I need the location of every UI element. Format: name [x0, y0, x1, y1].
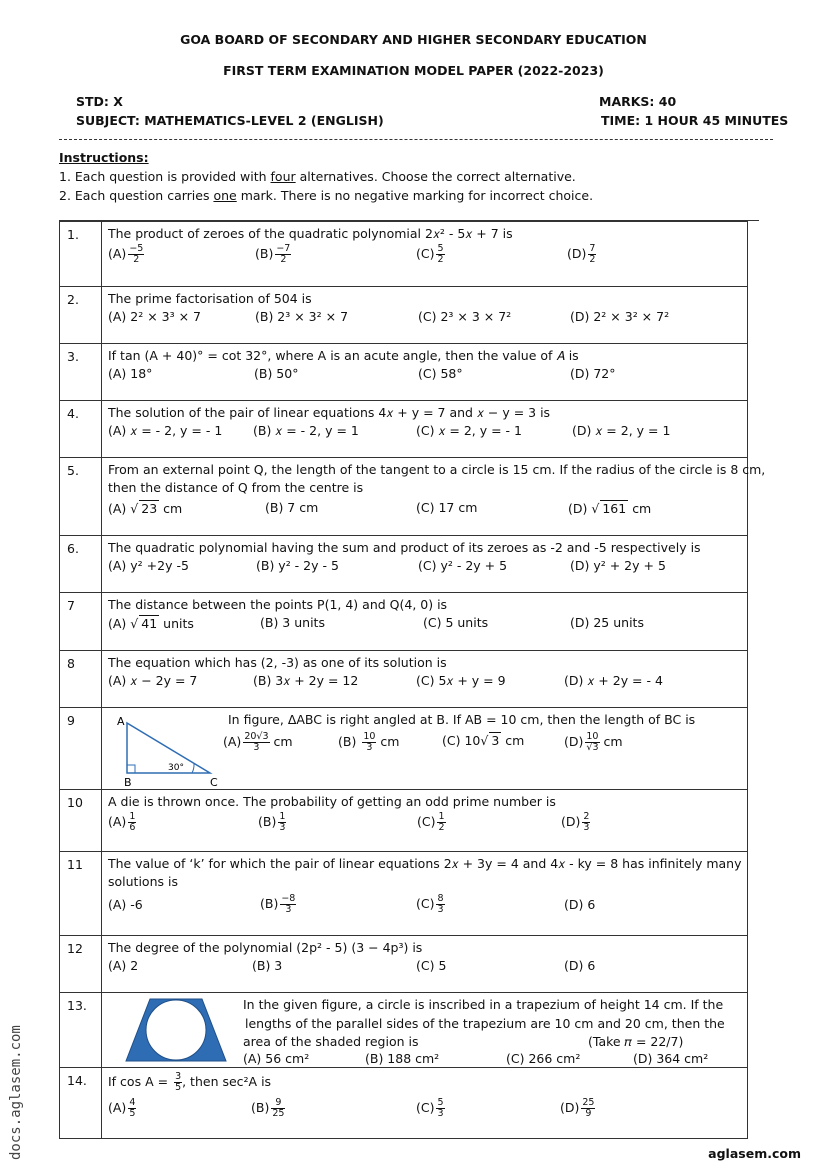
question-body: [102, 222, 748, 287]
exam-title: FIRST TERM EXAMINATION MODEL PAPER (2022-2023): [223, 63, 604, 78]
question-number: 5.: [60, 458, 102, 536]
question-text: The solution of the pair of linear equations 4𝑥 + y = 7 and 𝑥 − y = 3 is: [108, 405, 551, 420]
question-number: 11: [60, 852, 102, 936]
question-text: If cos A = $\frac{3}{5}$ , then sec²A is: [108, 1071, 272, 1093]
option-b: (B) 3𝑥 + 2y = 12: [253, 673, 359, 688]
option-d: (D) $\frac{2}{3}$: [561, 811, 590, 833]
option-c: (C) $\frac{5}{3}$: [416, 1097, 444, 1119]
question-text: The degree of the polynomial (2p² - 5) (3 − 4p³) is: [108, 940, 423, 955]
option-b: (B) $\frac{1}{3}$: [258, 811, 286, 833]
option-d: (D) $\frac{25}{9}$: [560, 1097, 595, 1119]
question-row: [60, 593, 748, 651]
question-body: [102, 790, 748, 852]
question-body: [102, 593, 748, 651]
option-d: (D) y² + 2y + 5: [570, 558, 666, 573]
vertex-c-label: C: [210, 776, 218, 787]
question-number: 12: [60, 936, 102, 993]
option-c: (C) y² - 2y + 5: [418, 558, 508, 573]
option-b: (B) $\frac{9}{25}$: [251, 1097, 285, 1119]
question-text: If tan (A + 40)° = cot 32°, where A is an acute angle, then the value of 𝐴 is: [108, 348, 579, 363]
question-body: [102, 936, 748, 993]
option-b: (B) $\frac{-8}{3}$: [260, 893, 296, 915]
option-b: (B) 50°: [254, 366, 299, 381]
option-a: (A) 𝑥 − 2y = 7: [108, 673, 198, 688]
question-row: [60, 222, 748, 287]
vertex-a-label: A: [117, 715, 125, 728]
question-number: 3.: [60, 344, 102, 401]
option-a: (A) $\frac{4}{5}$: [108, 1097, 136, 1119]
option-a: (A) y² +2y -5: [108, 558, 189, 573]
time-label: TIME: 1 HOUR 45 MINUTES: [601, 113, 789, 128]
question-text-line3: area of the shaded region is: [243, 1034, 419, 1049]
board-title: GOA BOARD OF SECONDARY AND HIGHER SECONDARY EDUCATION: [180, 32, 647, 47]
question-number: 4.: [60, 401, 102, 458]
option-a: (A) $\frac{20√3}{3}$ cm: [223, 731, 293, 753]
instruction-1: 1. Each question is provided with four alternatives. Choose the correct alternative.: [59, 169, 576, 184]
option-b: (B) y² - 2y - 5: [256, 558, 339, 573]
question-row: [60, 401, 748, 458]
option-b: (B) 𝑥 = - 2, y = 1: [253, 423, 359, 438]
question-text: The product of zeroes of the quadratic polynomial 2𝑥² - 5𝑥 + 7 is: [108, 226, 513, 241]
question-body: [102, 401, 748, 458]
question-text: A die is thrown once. The probability of getting an odd prime number is: [108, 794, 556, 809]
question-row: [60, 287, 748, 344]
marks-label: MARKS: 40: [599, 94, 677, 109]
option-c: (C) $\frac{1}{2}$: [417, 811, 445, 833]
question-text: The equation which has (2, -3) as one of its solution is: [108, 655, 447, 670]
question-body: [102, 708, 748, 790]
option-c: (C) $\frac{5}{2}$: [416, 243, 444, 265]
question-number: 14.: [60, 1068, 102, 1139]
option-a: (A) 2² × 3³ × 7: [108, 309, 201, 324]
question-row: [60, 852, 748, 936]
triangle-figure: [112, 711, 222, 787]
vertex-b-label: B: [124, 776, 132, 787]
question-row: [60, 1068, 748, 1139]
pi-note: (Take 𝜋 = 22/7): [588, 1034, 684, 1049]
option-a: (A) -6: [108, 897, 143, 912]
option-a: (A) √ 23 cm: [108, 501, 183, 516]
question-body: [102, 852, 748, 936]
question-text-line2: lengths of the parallel sides of the trapezium are 10 cm and 20 cm, then the: [245, 1016, 725, 1031]
question-number: 6.: [60, 536, 102, 593]
option-c: (C) $\frac{8}{3}$: [416, 893, 444, 915]
question-text: In figure, ΔABC is right angled at B. If AB = 10 cm, then the length of BC is: [228, 712, 696, 727]
question-number: 7: [60, 593, 102, 651]
option-d: (D) $\frac{10}{√3}$ cm: [564, 731, 623, 753]
question-row: [60, 344, 748, 401]
option-b: (B) $\frac{10}{3}$ cm: [338, 731, 400, 753]
option-d: (D) 2² × 3² × 7²: [570, 309, 670, 324]
option-c: (C) 2³ × 3 × 7²: [418, 309, 512, 324]
question-body: [102, 344, 748, 401]
option-b: (B) 188 cm²: [365, 1051, 440, 1066]
option-d: (D) $\frac{7}{2}$: [567, 243, 596, 265]
option-b: (B) 2³ × 3² × 7: [255, 309, 349, 324]
question-row: [60, 651, 748, 708]
question-row: [60, 458, 748, 536]
question-text-line2: solutions is: [108, 874, 178, 889]
option-d: (D) 72°: [570, 366, 616, 381]
question-row: [60, 993, 748, 1068]
option-b: (B) 3: [252, 958, 283, 973]
question-text: The value of ‘k’ for which the pair of linear equations 2𝑥 + 3y = 4 and 4𝑥 - ky = 8 has infinitely many: [108, 856, 742, 871]
option-b: (B) $\frac{-7}{2}$: [255, 243, 291, 265]
option-d: (D) 6: [564, 958, 596, 973]
instructions-heading: Instructions:: [59, 150, 149, 165]
option-a: (A) 18°: [108, 366, 153, 381]
question-number: 1.: [60, 222, 102, 287]
question-number: 2.: [60, 287, 102, 344]
angle-label: 30°: [168, 763, 184, 773]
dashed-divider: [59, 139, 773, 140]
option-c: (C) 17 cm: [416, 500, 478, 515]
question-text: The distance between the points P(1, 4) and Q(4, 0) is: [108, 597, 448, 612]
question-body: [102, 458, 766, 536]
option-c: (C) 𝑥 = 2, y = - 1: [416, 423, 522, 438]
question-text: The quadratic polynomial having the sum and product of its zeroes as -2 and -5 respectively is: [108, 540, 701, 555]
subject-label: SUBJECT: MATHEMATICS-LEVEL 2 (ENGLISH): [76, 113, 384, 128]
option-b: (B) 7 cm: [265, 500, 319, 515]
option-c: (C) 58°: [418, 366, 463, 381]
question-number: 8: [60, 651, 102, 708]
question-body: [102, 993, 748, 1068]
option-a: (A) 56 cm²: [243, 1051, 310, 1066]
option-a: (A) 2: [108, 958, 139, 973]
question-body: [102, 1068, 748, 1139]
option-d: (D) √ 161 cm: [568, 501, 652, 516]
questions-table: [59, 221, 766, 1139]
question-number: 10: [60, 790, 102, 852]
footer-brand: aglasem.com: [708, 1146, 801, 1161]
side-watermark: docs.aglasem.com: [8, 1025, 24, 1160]
option-c: (C) 5𝑥 + y = 9: [416, 673, 506, 688]
option-c: (C) 5: [416, 958, 447, 973]
option-b: (B) 3 units: [260, 615, 325, 630]
option-a: (A) $\frac{1}{6}$: [108, 811, 136, 833]
instruction-2: 2. Each question carries one mark. There is no negative marking for incorrect choice.: [59, 188, 594, 203]
question-row: [60, 936, 748, 993]
option-a: (A) 𝑥 = - 2, y = - 1: [108, 423, 223, 438]
question-row: [60, 708, 748, 790]
question-row: [60, 790, 748, 852]
option-d: (D) 𝑥 + 2y = - 4: [564, 673, 663, 688]
option-c: (C) 10√ 3 cm: [442, 733, 525, 748]
option-d: (D) 364 cm²: [633, 1051, 709, 1066]
question-row: [60, 536, 748, 593]
std-label: STD: X: [76, 94, 123, 109]
trapezium-figure: [122, 997, 232, 1063]
question-number: 9: [60, 708, 102, 790]
question-body: [102, 536, 748, 593]
question-text-line2: then the distance of Q from the centre is: [108, 480, 364, 495]
option-d: (D) 𝑥 = 2, y = 1: [572, 423, 671, 438]
question-text: From an external point Q, the length of the tangent to a circle is 15 cm. If the radius of the circle is 8 cm,: [108, 462, 766, 477]
question-text: In the given figure, a circle is inscribed in a trapezium of height 14 cm. If the: [243, 997, 724, 1012]
option-c: (C) 266 cm²: [506, 1051, 581, 1066]
question-number: 13.: [60, 993, 102, 1068]
option-d: (D) 6: [564, 897, 596, 912]
question-text: The prime factorisation of 504 is: [108, 291, 312, 306]
option-c: (C) 5 units: [423, 615, 489, 630]
question-body: [102, 651, 748, 708]
question-body: [102, 287, 748, 344]
option-a: (A) √ 41 units: [108, 616, 194, 631]
option-d: (D) 25 units: [570, 615, 644, 630]
option-a: (A) $\frac{-5}{2}$: [108, 243, 144, 265]
